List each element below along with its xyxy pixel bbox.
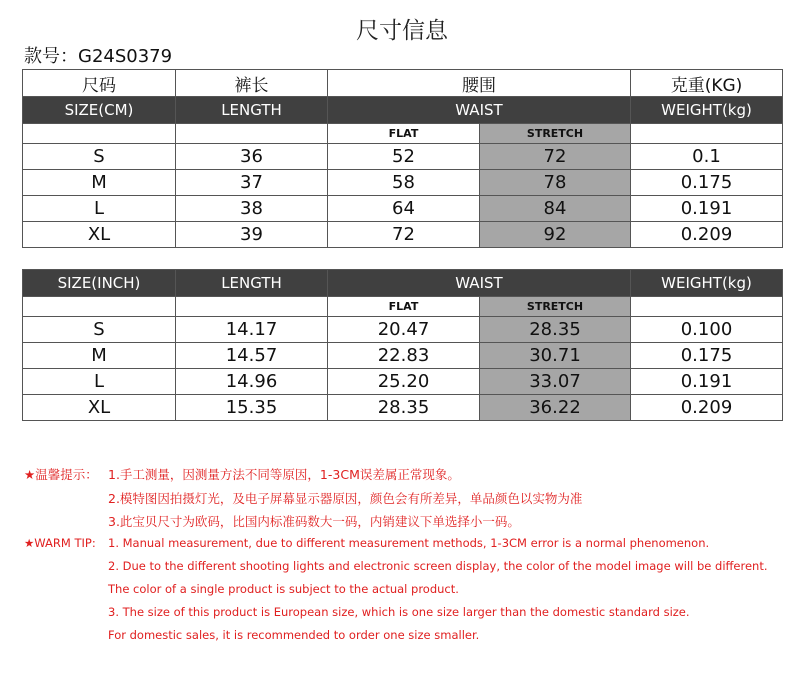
subheader-flat: FLAT (328, 124, 480, 144)
length-cell: 14.96 (176, 369, 328, 395)
length-cell: 39 (176, 222, 328, 248)
cn-tip-line: 1.手工测量，因测量方法不同等原因，1-3CM误差属正常现象。 (108, 467, 460, 482)
waist-flat-cell: 20.47 (328, 317, 480, 343)
weight-cell: 0.209 (631, 395, 783, 421)
size-cell: XL (23, 395, 176, 421)
en-tip-line: 3. The size of this product is European size, which is one size larger than the domestic standard size. (108, 605, 690, 619)
table-row (23, 343, 783, 369)
table-row (23, 317, 783, 343)
en-tip-line: The color of a single product is subject to the actual product. (108, 582, 459, 596)
table-row (23, 222, 783, 248)
header-size-cn: 尺码 (23, 70, 176, 97)
waist-flat-cell: 25.20 (328, 369, 480, 395)
length-cell: 14.57 (176, 343, 328, 369)
subheader-blank (631, 124, 783, 144)
table-row (23, 144, 783, 170)
en-tip-line: For domestic sales, it is recommended to order one size smaller. (108, 628, 480, 642)
cn-tip-line: 3.此宝贝尺寸为欧码，比国内标准码数大一码，内销建议下单选择小一码。 (108, 514, 520, 529)
header-weight-en: WEIGHT(kg) (631, 270, 783, 297)
header-row-en (23, 270, 783, 297)
size-cell: XL (23, 222, 176, 248)
waist-flat-cell: 28.35 (328, 395, 480, 421)
waist-flat-cell: 22.83 (328, 343, 480, 369)
size-cell: L (23, 196, 176, 222)
weight-cell: 0.175 (631, 343, 783, 369)
size-table-cm (22, 69, 783, 248)
header-weight-cn: 克重(KG) (631, 70, 783, 97)
header-row-en (23, 97, 783, 124)
page-title: 尺寸信息 (356, 18, 448, 44)
weight-cell: 0.191 (631, 369, 783, 395)
weight-cell: 0.209 (631, 222, 783, 248)
header-waist-en: WAIST (328, 97, 631, 124)
subheader-blank (176, 124, 328, 144)
length-cell: 36 (176, 144, 328, 170)
subheader-row (23, 124, 783, 144)
length-cell: 14.17 (176, 317, 328, 343)
header-row-cn (23, 70, 783, 97)
waist-stretch-cell: 28.35 (480, 317, 631, 343)
waist-stretch-cell: 72 (480, 144, 631, 170)
table-row (23, 196, 783, 222)
size-cell: M (23, 343, 176, 369)
header-length-cn: 裤长 (176, 70, 328, 97)
weight-cell: 0.175 (631, 170, 783, 196)
waist-stretch-cell: 30.71 (480, 343, 631, 369)
cn-tip-line: 2.模特图因拍摄灯光，及电子屏幕显示器原因，颜色会有所差异，单品颜色以实物为准 (108, 491, 583, 506)
size-cell: S (23, 144, 176, 170)
waist-stretch-cell: 78 (480, 170, 631, 196)
subheader-blank (176, 297, 328, 317)
table-row (23, 369, 783, 395)
weight-cell: 0.100 (631, 317, 783, 343)
subheader-row (23, 297, 783, 317)
length-cell: 15.35 (176, 395, 328, 421)
size-cell: L (23, 369, 176, 395)
waist-flat-cell: 52 (328, 144, 480, 170)
subheader-stretch: STRETCH (480, 297, 631, 317)
header-weight-en: WEIGHT(kg) (631, 97, 783, 124)
subheader-blank (23, 124, 176, 144)
header-waist-cn: 腰围 (328, 70, 631, 97)
table-row (23, 395, 783, 421)
subheader-blank (631, 297, 783, 317)
en-tip-line: 1. Manual measurement, due to different measurement methods, 1-3CM error is a normal phenomenon. (108, 536, 710, 550)
header-length-en: LENGTH (176, 270, 328, 297)
length-cell: 37 (176, 170, 328, 196)
length-cell: 38 (176, 196, 328, 222)
en-tip-label: ★WARM TIP: (24, 536, 96, 550)
size-cell: M (23, 170, 176, 196)
weight-cell: 0.1 (631, 144, 783, 170)
waist-flat-cell: 72 (328, 222, 480, 248)
size-table-inch (22, 269, 783, 421)
header-waist-en: WAIST (328, 270, 631, 297)
header-size-en: SIZE(CM) (23, 97, 176, 124)
style-number: 款号：G24S0379 (24, 46, 173, 67)
header-size-en: SIZE(INCH) (23, 270, 176, 297)
waist-stretch-cell: 84 (480, 196, 631, 222)
subheader-stretch: STRETCH (480, 124, 631, 144)
table-row (23, 170, 783, 196)
header-length-en: LENGTH (176, 97, 328, 124)
size-cell: S (23, 317, 176, 343)
waist-flat-cell: 58 (328, 170, 480, 196)
cn-tip-label: ★温馨提示： (24, 467, 98, 482)
waist-stretch-cell: 33.07 (480, 369, 631, 395)
weight-cell: 0.191 (631, 196, 783, 222)
waist-stretch-cell: 36.22 (480, 395, 631, 421)
waist-flat-cell: 64 (328, 196, 480, 222)
waist-stretch-cell: 92 (480, 222, 631, 248)
subheader-blank (23, 297, 176, 317)
subheader-flat: FLAT (328, 297, 480, 317)
en-tip-line: 2. Due to the different shooting lights and electronic screen display, the color of the model image will be different. (108, 559, 768, 573)
